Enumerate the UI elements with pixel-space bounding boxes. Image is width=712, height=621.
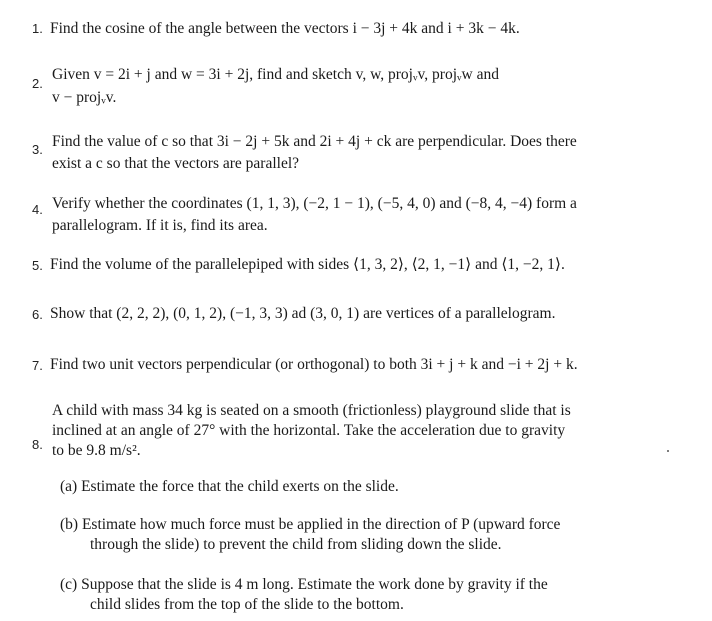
problem-8-number: 8. <box>32 437 43 452</box>
subpart-b-line-1: (b) Estimate how much force must be applied in the direction of P (upward force <box>60 516 561 533</box>
problem-2-line-2: v − projᵥv. <box>52 89 117 106</box>
problem-6-number: 6. <box>32 307 43 322</box>
problem-3-line-2: exist a c so that the vectors are parallel? <box>52 155 300 172</box>
problem-7-number: 7. <box>32 358 43 373</box>
problem-4-line-2: parallelogram. If it is, find its area. <box>52 217 268 234</box>
problem-8-line-3: to be 9.8 m/s². <box>52 442 141 459</box>
stray-dot <box>667 450 669 452</box>
problem-1-text: Find the cosine of the angle between the vectors i − 3j + 4k and i + 3k − 4k. <box>50 20 520 37</box>
problem-3-number: 3. <box>32 142 43 157</box>
problem-2-line-1: Given v = 2i + j and w = 3i + 2j, find and sketch v, w, projᵥv, projᵥw and <box>52 66 500 83</box>
subpart-b-line-2: through the slide) to prevent the child from sliding down the slide. <box>90 536 502 553</box>
problem-3-line-1: Find the value of c so that 3i − 2j + 5k and 2i + 4j + ck are perpendicular. Does there <box>52 133 577 150</box>
problem-2-number: 2. <box>32 76 43 91</box>
problem-8-line-1: A child with mass 34 kg is seated on a smooth (frictionless) playground slide that is <box>52 402 571 419</box>
problem-1-number: 1. <box>32 21 43 36</box>
problem-5-text: Find the volume of the parallelepiped with sides ⟨1, 3, 2⟩, ⟨2, 1, −1⟩ and ⟨1, −2, 1⟩. <box>50 256 565 273</box>
problem-4-line-1: Verify whether the coordinates (1, 1, 3), (−2, 1 − 1), (−5, 4, 0) and (−8, 4, −4) form a <box>52 195 577 212</box>
problem-8-line-2: inclined at an angle of 27° with the horizontal. Take the acceleration due to gravity <box>52 422 566 439</box>
problem-6-text: Show that (2, 2, 2), (0, 1, 2), (−1, 3, 3) ad (3, 0, 1) are vertices of a parallelogram. <box>50 305 556 322</box>
problem-5-number: 5. <box>32 258 43 273</box>
subpart-c-line-2: child slides from the top of the slide to the bottom. <box>90 596 404 613</box>
problem-7-text: Find two unit vectors perpendicular (or orthogonal) to both 3i + j + k and −i + 2j + k. <box>50 356 578 373</box>
problem-4-number: 4. <box>32 202 43 217</box>
subpart-a-text: (a) Estimate the force that the child exerts on the slide. <box>60 478 399 495</box>
subpart-c-line-1: (c) Suppose that the slide is 4 m long. Estimate the work done by gravity if the <box>60 576 548 593</box>
